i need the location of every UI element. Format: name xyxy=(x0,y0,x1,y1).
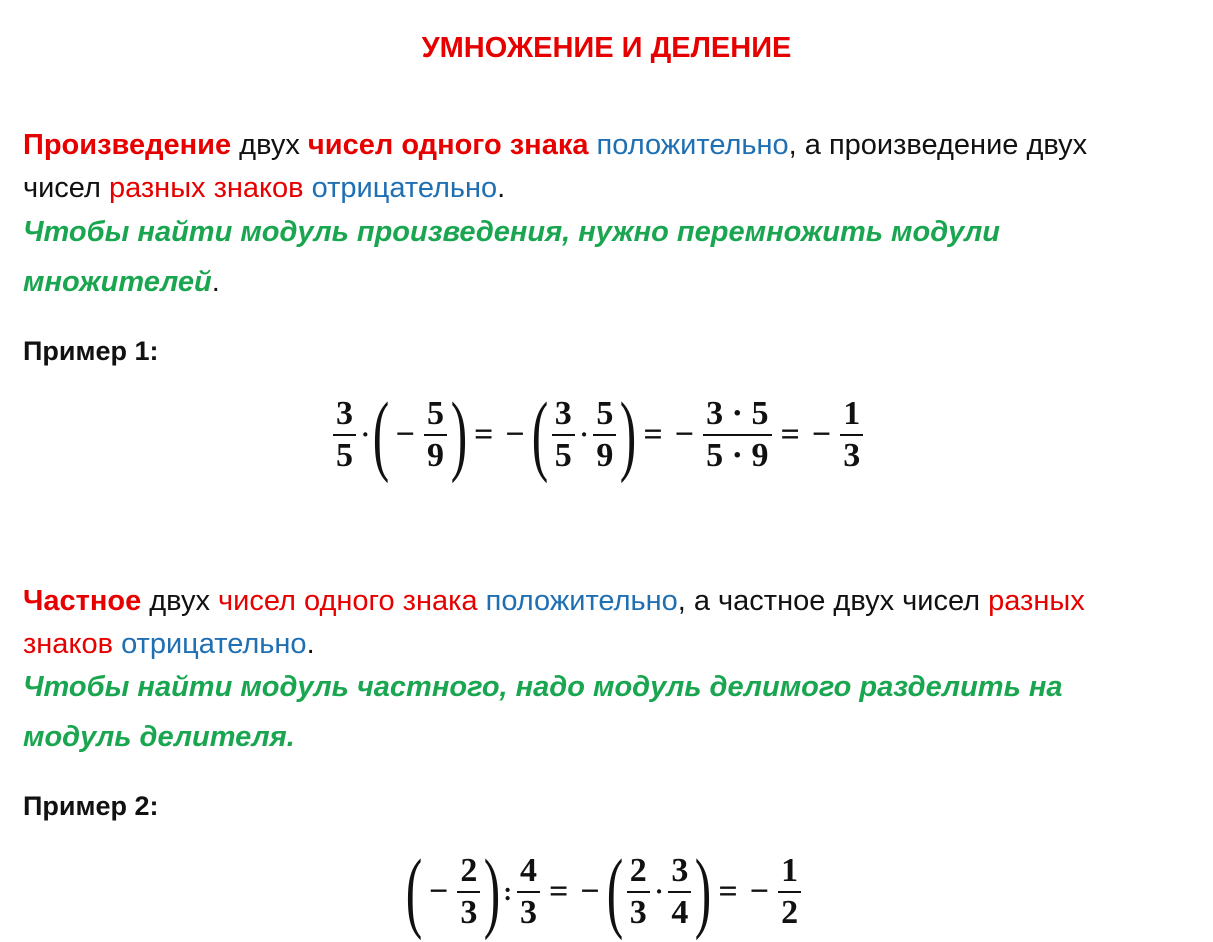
equals-sign: = xyxy=(780,416,800,453)
quotient-rule-paragraph xyxy=(23,580,1203,666)
text xyxy=(478,585,486,617)
example-1-label: Пример 1: xyxy=(23,336,159,366)
minus-sign: − xyxy=(395,416,416,453)
right-paren: ) xyxy=(450,385,468,484)
term-positive: положительно xyxy=(485,585,678,617)
text xyxy=(588,129,596,161)
denominator: 3 xyxy=(520,894,538,931)
denominator: 2 xyxy=(781,894,799,931)
numerator: 3 · 5 xyxy=(703,396,771,436)
text: двух xyxy=(231,129,308,161)
term-same-sign: чисел одного знака xyxy=(218,585,478,617)
fraction xyxy=(840,396,863,474)
numerator: 5 xyxy=(424,396,447,436)
rule-line: Чтобы найти модуль произведения, нужно перемножить модули xyxy=(23,216,1001,248)
numerator: 2 xyxy=(627,853,650,893)
term-positive: положительно xyxy=(596,129,789,161)
numerator: 2 xyxy=(457,853,480,893)
quotient-modulus-rule xyxy=(23,662,1203,762)
term-signs: знаков xyxy=(23,628,113,660)
fraction xyxy=(424,396,447,474)
text: двух xyxy=(141,585,219,617)
rule-line: модуль делителя. xyxy=(23,721,295,753)
fraction xyxy=(593,396,616,474)
numerator: 4 xyxy=(517,853,540,893)
multiply-sign: · xyxy=(361,420,370,449)
denominator: 3 xyxy=(843,437,861,474)
equals-sign: = xyxy=(718,873,738,910)
denominator: 4 xyxy=(671,894,689,931)
fraction xyxy=(703,396,771,474)
equals-sign: = xyxy=(549,873,569,910)
page-title: УМНОЖЕНИЕ И ДЕЛЕНИЕ xyxy=(421,32,792,64)
fraction xyxy=(457,853,480,931)
example-2-formula xyxy=(405,842,804,941)
fraction xyxy=(668,853,691,931)
minus-sign: − xyxy=(674,416,695,453)
left-paren: ( xyxy=(606,842,624,941)
multiply-sign: · xyxy=(654,877,664,906)
numerator: 1 xyxy=(840,396,863,436)
text xyxy=(113,628,121,660)
text: , а частное двух чисел xyxy=(677,585,989,617)
term-same-sign: чисел одного знака xyxy=(307,129,589,161)
minus-sign: − xyxy=(580,873,600,910)
minus-sign: − xyxy=(428,873,449,910)
fraction xyxy=(517,853,540,931)
term-product: Произведение xyxy=(23,129,232,161)
denominator: 5 · 9 xyxy=(706,437,769,474)
equals-sign: = xyxy=(474,416,494,453)
rule-line: Чтобы найти модуль частного, надо модуль делимого разделить на xyxy=(23,671,1063,703)
numerator: 3 xyxy=(552,396,575,436)
multiply-sign: · xyxy=(579,420,589,449)
text: , а произведение двух xyxy=(788,129,1088,161)
term-quotient: Частное xyxy=(23,585,142,617)
product-rule-paragraph xyxy=(23,124,1203,210)
minus-sign: − xyxy=(505,416,525,453)
fraction xyxy=(333,396,356,474)
numerator: 3 xyxy=(668,853,691,893)
text: . xyxy=(211,266,220,298)
example-1-formula xyxy=(330,385,866,484)
denominator: 3 xyxy=(460,894,478,931)
left-paren: ( xyxy=(372,385,389,484)
divide-sign: : xyxy=(503,877,513,906)
term-negative: отрицательно xyxy=(311,172,498,204)
numerator: 3 xyxy=(333,396,356,436)
right-paren: ) xyxy=(484,842,501,941)
fraction xyxy=(627,853,650,931)
right-paren: ) xyxy=(695,842,712,941)
denominator: 5 xyxy=(554,437,572,474)
term-different-signs: разных знаков xyxy=(108,172,304,204)
denominator: 9 xyxy=(427,437,445,474)
numerator: 5 xyxy=(593,396,616,436)
minus-sign: − xyxy=(811,416,832,453)
minus-sign: − xyxy=(749,873,770,910)
numerator: 1 xyxy=(778,853,801,893)
right-paren: ) xyxy=(620,385,637,484)
text: . xyxy=(497,172,506,204)
product-modulus-rule xyxy=(23,207,1203,307)
term-negative: отрицательно xyxy=(121,628,307,660)
term-different: разных xyxy=(988,585,1085,617)
denominator: 5 xyxy=(336,437,353,474)
denominator: 3 xyxy=(629,894,647,931)
fraction xyxy=(552,396,575,474)
fraction xyxy=(778,853,801,931)
left-paren: ( xyxy=(531,385,549,484)
denominator: 9 xyxy=(596,437,614,474)
rule-line: множителей xyxy=(23,266,212,298)
text: . xyxy=(306,628,315,660)
text: чисел xyxy=(23,172,109,204)
left-paren: ( xyxy=(405,842,423,941)
equals-sign: = xyxy=(643,416,663,453)
example-2-label: Пример 2: xyxy=(23,791,159,821)
text xyxy=(304,172,312,204)
